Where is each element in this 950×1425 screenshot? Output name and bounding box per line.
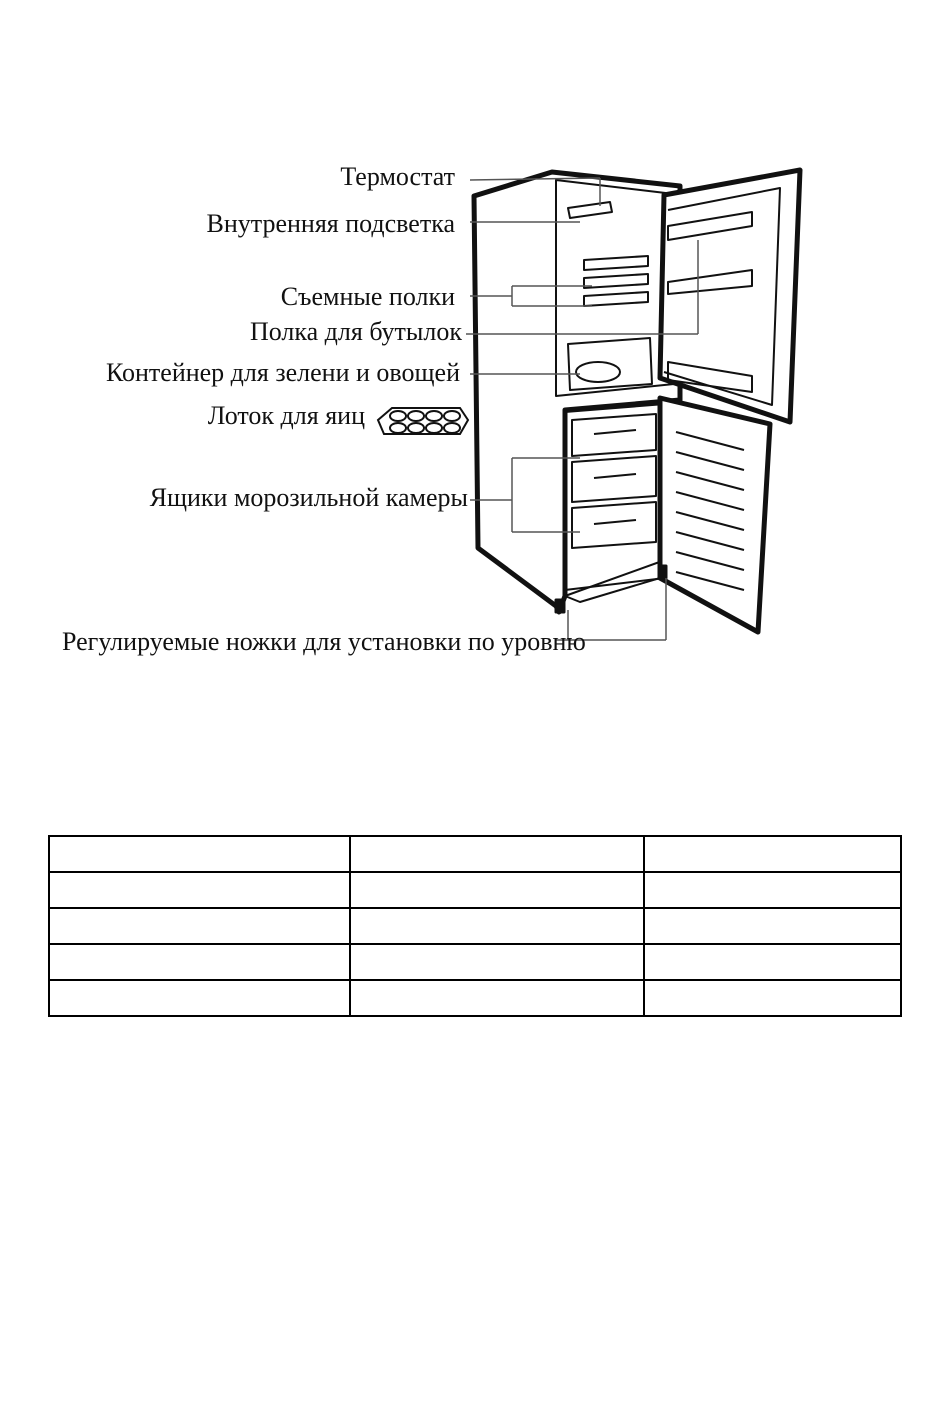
table-cell xyxy=(350,836,644,872)
refrigerator-illustration xyxy=(0,0,950,700)
egg-tray-icon xyxy=(378,408,468,434)
label-thermostat: Термостат xyxy=(340,162,455,191)
label-crisper: Контейнер для зелени и овощей xyxy=(105,358,460,387)
label-bottle-shelf: Полка для бутылок xyxy=(249,317,462,346)
table-cell xyxy=(644,872,901,908)
table-cell xyxy=(644,944,901,980)
table-row xyxy=(49,908,901,944)
label-egg-tray: Лоток для яиц xyxy=(207,401,365,430)
label-adjustable-feet: Регулируемые ножки для установки по уровню xyxy=(62,627,586,656)
table-cell xyxy=(350,872,644,908)
table-cell xyxy=(49,836,350,872)
table-row xyxy=(49,980,901,1016)
label-freezer-drawers: Ящики морозильной камеры xyxy=(149,483,468,512)
refrigerator-diagram xyxy=(0,0,950,700)
table-cell xyxy=(49,872,350,908)
table-row xyxy=(49,872,901,908)
table-cell xyxy=(49,908,350,944)
table-row xyxy=(49,944,901,980)
table-cell xyxy=(644,836,901,872)
table-cell xyxy=(49,980,350,1016)
table-cell xyxy=(49,944,350,980)
table-cell xyxy=(350,980,644,1016)
label-removable-shelves: Съемные полки xyxy=(280,282,455,311)
label-interior-light: Внутренняя подсветка xyxy=(206,209,455,238)
empty-table xyxy=(48,835,902,1017)
table-cell xyxy=(644,980,901,1016)
table-cell xyxy=(350,908,644,944)
table-cell xyxy=(350,944,644,980)
table-row xyxy=(49,836,901,872)
table-cell xyxy=(644,908,901,944)
